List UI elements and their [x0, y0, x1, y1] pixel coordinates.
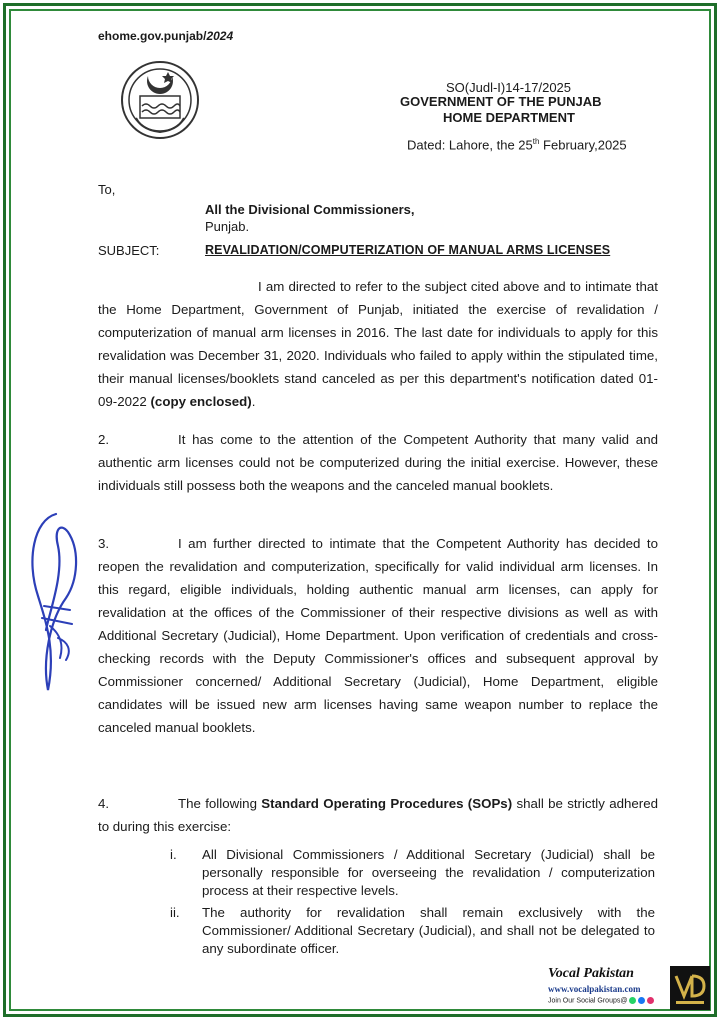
url-text: ehome.gov.punjab/	[98, 29, 207, 43]
facebook-icon	[638, 997, 645, 1004]
vocal-pakistan-logo	[670, 966, 710, 1010]
recipient-location: Punjab.	[205, 219, 250, 234]
subject-label: SUBJECT:	[98, 243, 160, 258]
salutation-to: To,	[98, 182, 116, 197]
vocal-pakistan-watermark	[548, 966, 670, 1014]
instagram-icon	[647, 997, 654, 1004]
date-line: Dated: Lahore, the 25th February,2025	[407, 137, 627, 153]
sop-list	[170, 846, 655, 962]
subject-text: REVALIDATION/COMPUTERIZATION OF MANUAL ARMS LICENSES	[205, 243, 611, 257]
handwritten-signature	[20, 510, 90, 700]
list-item: ii. The authority for revalidation shall remain exclusively with the Commissioner/ Additional Secretary (Judicial), and shall not be delegated to any subordinate officer.	[170, 905, 655, 956]
list-item: i. All Divisional Commissioners / Additional Secretary (Judicial) shall be personally responsible for overseeing the revalidation / computerization process at their respective levels.	[170, 847, 655, 898]
whatsapp-icon	[629, 997, 636, 1004]
recipient: All the Divisional Commissioners,	[205, 202, 415, 217]
government-title: GOVERNMENT OF THE PUNJAB	[400, 94, 602, 109]
paragraph-1: I am directed to refer to the subject cited above and to intimate that the Home Department, Government of Punjab, initiated the exercise of revalidation / computerization of manual arm licenses in 2016. The last date for individuals to apply for this revalidation was December 31, 2020. Individuals who failed to apply within the stipulated time, their manual licenses/booklets stand canceled as per this department's notification dated 01-09-2022 (copy enclosed).	[98, 279, 658, 409]
watermark-brand: Vocal Pakistan	[548, 966, 634, 981]
watermark-url: www.vocalpakistan.com	[548, 984, 641, 994]
url-year: 2024	[206, 29, 234, 43]
paragraph-3: 3. I am further directed to intimate that the Competent Authority has decided to reopen the revalidation and computerization, specifically for valid individual arm licenses. In this regard, eligible individuals, holding authentic manual arm licenses, can apply for revalidation at the offices of the Commissioner of their respective divisions as well as with Additional Secretary (Judicial), Home Department. Upon verification of credentials and cross-checking records with the Deputy Commissioner's offices and subsequent approval by Commissioner concerned/ Additional Secretary (Judicial), Home Department, eligible candidates will be issued new arm licenses having same weapon number to replace the canceled manual booklets.	[98, 536, 658, 735]
paragraph-4: 4. The following Standard Operating Procedures (SOPs) shall be strictly adhered to during this exercise:	[98, 796, 658, 834]
watermark-join: Join Our Social Groups@	[548, 997, 654, 1004]
reference-number: SO(Judl-I)14-17/2025	[446, 80, 572, 95]
punjab-government-seal	[120, 60, 200, 140]
header-url	[98, 29, 233, 43]
department-title: HOME DEPARTMENT	[443, 110, 575, 125]
paragraph-2: 2. It has come to the attention of the Competent Authority that many valid and authentic arm licenses could not be computerized during the initial exercise. However, these individuals still possess both the weapons and the canceled manual booklets.	[98, 432, 658, 493]
